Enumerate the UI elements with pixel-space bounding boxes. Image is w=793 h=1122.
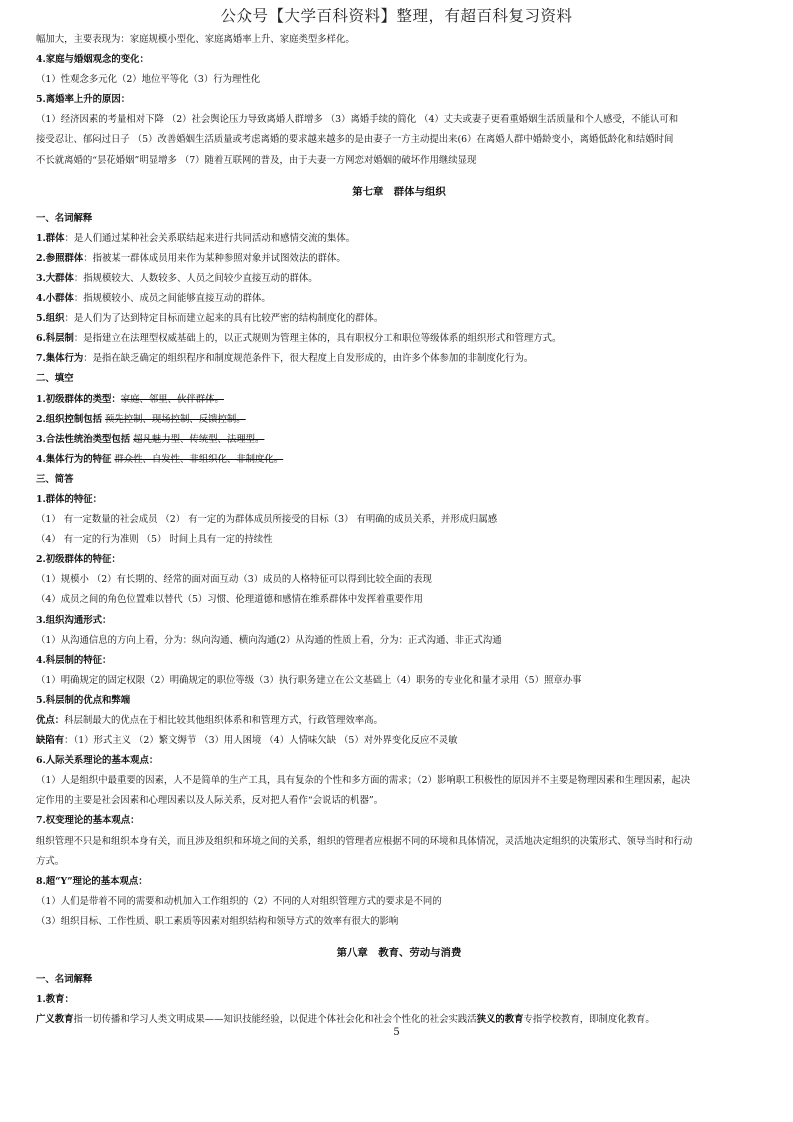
- paragraph-line: （1）从沟通信息的方向上看，分为：纵向沟通、横向沟通(2）从沟通的性质上看，分为：正式沟通、非正式沟通: [36, 634, 502, 646]
- item-heading: 4.家庭与婚姻观念的变化：: [36, 54, 149, 66]
- paragraph-line: （1） 有一定数量的社会成员 （2） 有一定的为群体成员所接受的目标（3） 有明确的成员关系，并形成归属感: [36, 514, 498, 526]
- document-body: [36, 30, 762, 1030]
- paragraph-line: （4） 有一定的行为准则 （5） 时间上具有一定的持续性: [36, 534, 273, 546]
- definition-text: ：是人们通过某种社会关系联结起来进行共同活动和感情交流的集体。: [64, 232, 356, 244]
- paragraph-line: [36, 731, 762, 751]
- definition-line: [36, 349, 762, 369]
- definition-line: [36, 309, 762, 329]
- paragraph-line: 定作用的主要是社会因素和心理因素以及人际关系，反对把人看作“会说话的机器”。: [36, 795, 384, 807]
- paragraph-line: [36, 711, 762, 731]
- definition-text: 指一切传播和学习人类文明成果——知识技能经验，以促进个体社会化和社会个性化的社会实践活: [73, 1014, 477, 1026]
- definition-line: [36, 269, 762, 289]
- question-stem: 1.初级群体的类型：: [36, 393, 121, 405]
- term: 广义教育: [36, 1014, 74, 1026]
- term: 7.集体行为: [36, 353, 84, 365]
- definition-line: [36, 289, 762, 309]
- definition-line: [36, 329, 762, 349]
- section-heading: 一、名词解释: [36, 212, 93, 224]
- term: 4.小群体: [36, 293, 74, 305]
- inline-text: ：（1）形式主义 （2）繁文缛节 （3）用人困境 （4）人情味欠缺 （5）对外界变化反应不灵敏: [64, 735, 458, 747]
- section-heading: 三、简答: [36, 473, 74, 485]
- term: 狭义的教育: [476, 1014, 524, 1026]
- item-heading: 2.初级群体的特征：: [36, 554, 121, 566]
- item-heading: 5.科层制的优点和弊端: [36, 694, 131, 706]
- item-heading: 4.科层制的特征：: [36, 654, 112, 666]
- item-heading: 1.教育：: [36, 994, 74, 1006]
- question-stem: 2.组织控制包括: [36, 413, 103, 425]
- term: 6.科层制: [36, 333, 74, 345]
- item-heading: 7.权变理论的基本观点：: [36, 815, 140, 827]
- section-heading: 一、名词解释: [36, 974, 93, 986]
- paragraph-line: （1）性观念多元化（2）地位平等化（3）行为理性化: [36, 74, 261, 86]
- fill-blank-line: [36, 410, 762, 430]
- paragraph-line: 幅加大，主要表现为：家庭规模小型化、家庭离婚率上升、家庭类型多样化。: [36, 34, 355, 45]
- chapter-title: 第八章 教育、劳动与消费: [336, 947, 462, 960]
- term: 3.大群体: [36, 272, 74, 284]
- definition-line: [36, 229, 762, 249]
- paragraph-line: （1）经济因素的考量相对下降 （2）社会舆论压力导致离婚人群增多 （3）离婚手续的简化 （4）丈夫或妻子更看重婚姻生活质量和个人感受，不能认可和: [36, 114, 679, 126]
- definition-line: [36, 249, 762, 269]
- definition-text: 专指学校教育，即制度化教育。: [523, 1014, 655, 1026]
- inline-label: 优点：: [36, 715, 65, 726]
- question-stem: 4.集体行为的特征: [36, 453, 112, 465]
- paragraph-line: （1）人们是带着不同的需要和动机加入工作组织的（2）不同的人对组织管理方式的要求是不同的: [36, 895, 442, 907]
- chapter-title: 第七章 群体与组织: [352, 185, 446, 198]
- paragraph-line: （4）成员之间的角色位置难以替代（5）习惯、伦理道德和感情在维系群体中发挥着重要作用: [36, 594, 423, 606]
- inline-label: 缺陷有: [36, 735, 65, 747]
- paragraph-line: 组织管理不只是和组织本身有关，而且涉及组织和环境之间的关系，组织的管理者应根据不同的环境和具体情况，灵活地决定组织的决策形式、领导当时和行动: [36, 835, 693, 847]
- fill-blank-line: [36, 450, 762, 470]
- answer-text: 超凡魅力型、传统型、法理型。: [133, 433, 265, 445]
- paragraph-line: 不长就离婚的“昙花婚姻”明显增多 （7）随着互联网的普及，由于夫妻一方网恋对婚姻的破坏作用继续显现: [36, 154, 477, 166]
- question-stem: 3.合法性统治类型包括: [36, 433, 131, 445]
- paragraph-line: （1）人是组织中最重要的因素，人不是简单的生产工具，具有复杂的个性和多方面的需求；（2）影响职工积极性的原因并不主要是物理因素和生理因素，起决: [36, 775, 691, 787]
- page-number: 5: [393, 1027, 400, 1038]
- item-heading: 8.超“Y”理论的基本观点：: [36, 875, 148, 887]
- paragraph-line: （3）组织目标、工作性质、职工素质等因素对组织结构和领导方式的效率有很大的影响: [36, 915, 399, 927]
- paragraph-line: 接受忍让、郁闷过日子 （5）改善婚姻生活质量或考虑离婚的要求越来越多的是由妻子一方主动提出来(6）在离婚人群中婚龄变小，离婚低龄化和结婚时间: [36, 134, 674, 146]
- paragraph-line: 方式。: [36, 855, 65, 867]
- definition-text: ：是指在缺乏确定的组织程序和制度规范条件下，很大程度上自发形成的，由许多个体参加的非制度化行为。: [83, 353, 534, 365]
- definition-text: ：指规模较大、人数较多、人员之间较少直接互动的群体。: [73, 272, 318, 284]
- inline-text: 科层制最大的优点在于相比较其他组织体系和和管理方式，行政管理效率高。: [64, 715, 383, 726]
- item-heading: 3.组织沟通形式：: [36, 614, 112, 626]
- term: 5.组织: [36, 313, 65, 325]
- definition-text: ：指规模较小、成员之间能够直接互动的群体。: [73, 293, 271, 305]
- definition-text: ：是指建立在法理型权威基础上的，以正式规则为管理主体的，具有职权分工和职位等级体系的组织形式和管理方式。: [73, 333, 562, 345]
- paragraph-line: （1）明确规定的固定权限（2）明确规定的职位等级（3）执行职务建立在公文基础上（4）职务的专业化和量才录用（5）照章办事: [36, 674, 582, 686]
- term: 2.参照群体: [36, 252, 84, 264]
- fill-blank-line: [36, 430, 762, 450]
- definition-text: ：指被某一群体成员用来作为某种参照对象并试图效法的群体。: [83, 252, 346, 264]
- answer-text: 群众性、自发性、非组织化、非制度化。: [114, 453, 284, 465]
- item-heading: 6.人际关系理论的基本观点：: [36, 755, 159, 767]
- fill-blank-line: [36, 390, 762, 410]
- item-heading: 1.群体的特征：: [36, 493, 103, 505]
- term: 1.群体: [36, 232, 65, 244]
- definition-text: ：是人们为了达到特定目标而建立起来的具有比较严密的结构制度化的群体。: [64, 313, 384, 325]
- paragraph-line: （1）规模小 （2）有长期的、经常的面对面互动（3）成员的人格特征可以得到比较全面的表现: [36, 574, 432, 586]
- answer-text: 家庭、邻里、伙伴群体。: [120, 393, 224, 405]
- page-header: 公众号【大学百科资料】整理，有超百科复习资料: [220, 7, 573, 25]
- section-heading: 二、填空: [36, 373, 74, 385]
- item-heading: 5.离婚率上升的原因：: [36, 94, 131, 106]
- answer-text: 预先控制、现场控制、反馈控制。: [105, 413, 246, 425]
